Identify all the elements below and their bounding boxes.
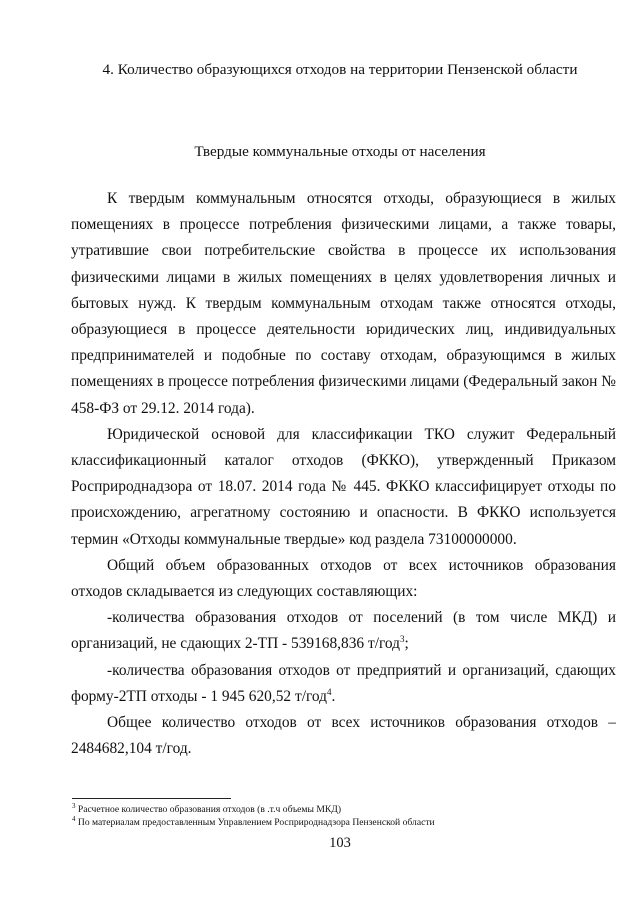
footnote-ref-3[interactable]: 3	[399, 634, 405, 645]
footnote-text: По материалам предоставленным Управлением Росприроднадзора Пензенской области	[75, 816, 435, 828]
footnote-number: 4	[72, 814, 76, 823]
settlements-text: -количества образования отходов от поселений (в том числе МКД) и организаций, не сдающих 2-ТП - 539168,836 т/год	[71, 609, 616, 653]
enterprises-tail: .	[331, 687, 336, 705]
settlements-tail: ;	[404, 635, 409, 653]
paragraph-settlements	[71, 605, 616, 657]
section-title: Твердые коммунальные отходы от населения	[194, 143, 486, 160]
footnotes	[72, 804, 612, 829]
paragraph-total: Общее количество отходов от всех источников образования отходов – 2484682,104 т/год.	[71, 714, 616, 758]
footnote-4	[72, 814, 612, 830]
paragraph-total-intro: Общий объем образованных отходов от всех источников образования отходов складывается из следующих составляющих:	[71, 556, 616, 601]
paragraph-definition: К твердым коммунальным относятся отходы, образующиеся в жилых помещениях в процессе потребления физическими лицами, а также товары, утратившие свои потребительские свойства в процессе их использования физическими лицами в жилых помещениях в целях удовлетворения личных и бытовых нужд. К твердым коммунальным отходам также относятся отходы, образующиеся в процессе деятельности юридических лиц, индивидуальных предпринимателей и подобные по составу отходам, образующимся в жилых помещениях в процессе потребления физическими лицами (Федеральный закон № 458-ФЗ от 29.12. 2014 года).	[71, 190, 616, 417]
footnote-3	[72, 804, 612, 817]
chapter-title: 4. Количество образующихся отходов на территории Пензенской области	[102, 61, 578, 78]
paragraph-classification: Юридической основой для классификации ТКО служит Федеральный классификационный каталог отходов (ФККО), утвержденный Приказом Росприроднадзора от 18.07. 2014 года № 445. ФККО классифицирует отходы по происхождению, агрегатному состоянию и опасности. В ФККО используется термин «Отходы коммунальные твердые» код раздела 73100000000.	[71, 425, 616, 548]
paragraph-enterprises	[71, 658, 616, 710]
footnote-separator	[72, 798, 231, 799]
page-number: 103	[329, 835, 351, 851]
footnote-ref-4[interactable]: 4	[326, 686, 332, 697]
footnote-text: Расчетное количество образования отходов (в .т.ч объемы МКД)	[75, 804, 342, 815]
footnote-number: 3	[72, 802, 76, 810]
enterprises-text: -количества образования отходов от предприятий и организаций, сдающих форму-2ТП отходы - 1 945 620,52 т/год	[71, 661, 616, 705]
body-text	[71, 186, 616, 762]
